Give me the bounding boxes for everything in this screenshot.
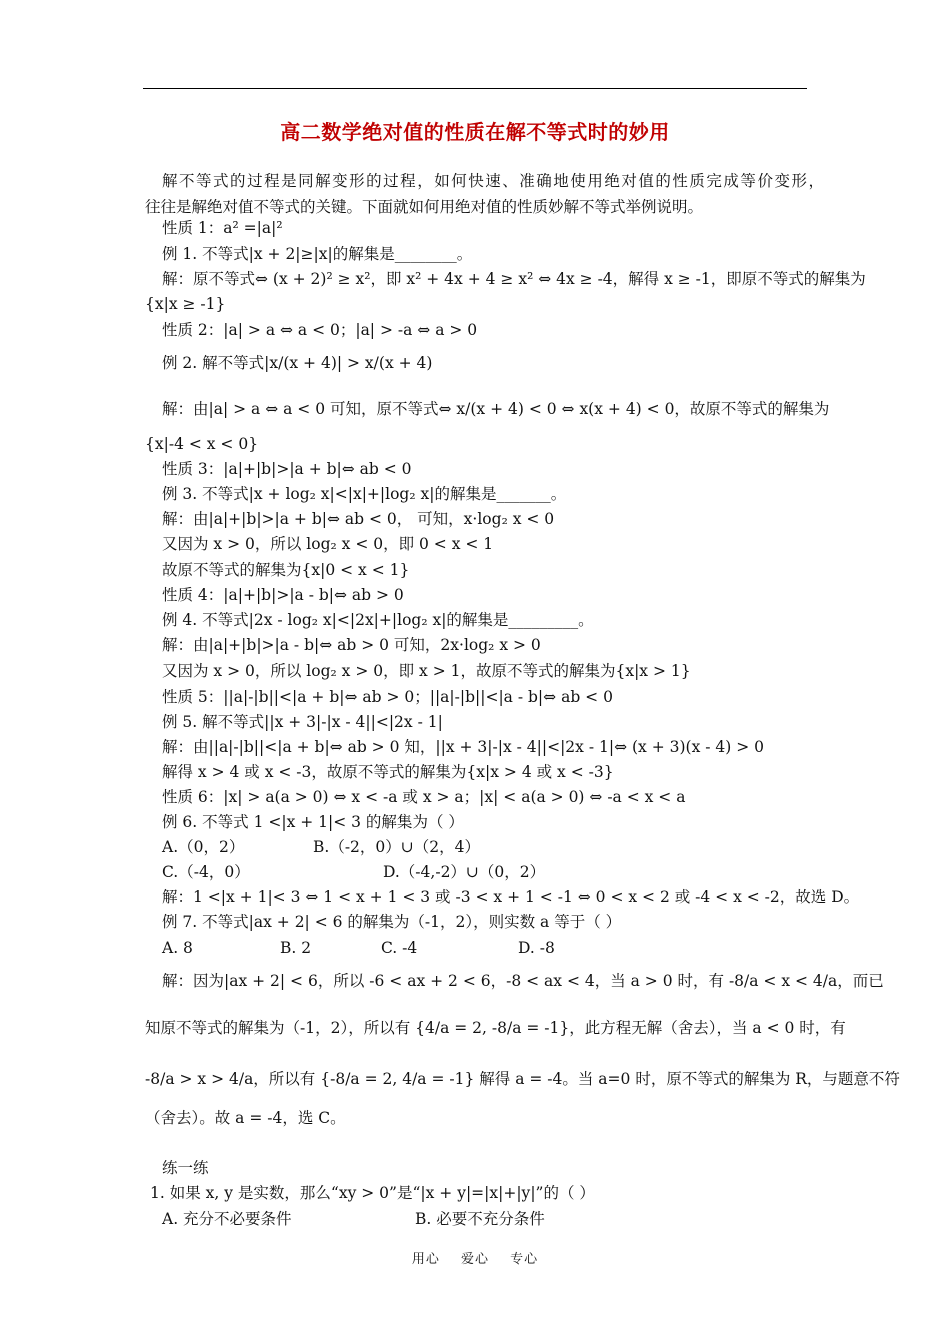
solution-7-line-3: -8/a > x > 4/a，所以有 {-8/a = 2, 4/a = -1} 解得 a = -4。当 a=0 时，原不等式的解集为 R，与题意不符	[145, 1070, 900, 1088]
solution-7-line-4: （舍去）。故 a = -4，选 C。	[145, 1109, 346, 1127]
property-4: 性质 4：|a|+|b|>|a - b|⇔ ab > 0	[162, 586, 404, 604]
solution-1: 解：原不等式⇔ (x + 2)² ≥ x²，即 x² + 4x + 4 ≥ x² ⇔ 4x ≥ -4，解得 x ≥ -1，即原不等式的解集为	[162, 270, 866, 288]
example-7-option-c: C. -4	[381, 939, 418, 957]
example-6: 例 6. 不等式 1 <|x + 1|< 3 的解集为（ ）	[162, 813, 464, 831]
solution-2-result: {x|-4 < x < 0}	[145, 435, 259, 453]
example-4: 例 4. 不等式|2x - log₂ x|<|2x|+|log₂ x|的解集是_________。	[162, 611, 594, 629]
solution-7-line-2: 知原不等式的解集为（-1，2），所以有 {4/a = 2, -8/a = -1}，此方程无解（舍去），当 a < 0 时，有	[145, 1019, 846, 1037]
solution-3: 解：由|a|+|b|>|a + b|⇔ ab < 0， 可知，x·log₂ x < 0	[162, 510, 555, 528]
example-5: 例 5. 解不等式||x + 3|-|x - 4||<|2x - 1|	[162, 713, 443, 731]
example-6-option-c: C.（-4，0）	[162, 863, 250, 881]
solution-3-step: 又因为 x > 0，所以 log₂ x < 0，即 0 < x < 1	[162, 535, 494, 553]
footer-word-2: 爱心	[460, 1252, 489, 1267]
example-7-option-d: D. -8	[518, 939, 555, 957]
header-rule	[143, 88, 807, 89]
footer-word-3: 专心	[510, 1252, 539, 1267]
property-3: 性质 3：|a|+|b|>|a + b|⇔ ab < 0	[162, 460, 412, 478]
example-7: 例 7. 不等式|ax + 2| < 6 的解集为（-1，2），则实数 a 等于（ ）	[162, 913, 622, 931]
example-3: 例 3. 不等式|x + log₂ x|<|x|+|log₂ x|的解集是_______。	[162, 485, 567, 503]
example-2: 例 2. 解不等式|x/(x + 4)| > x/(x + 4)	[162, 354, 433, 372]
practice-option-a: A. 充分不必要条件	[162, 1210, 292, 1228]
solution-4-result: 又因为 x > 0，所以 log₂ x > 0，即 x > 1，故原不等式的解集为{x|x > 1}	[162, 662, 691, 680]
page-footer	[0, 1248, 950, 1267]
example-6-option-b: B.（-2，0）∪（2，4）	[313, 838, 480, 856]
property-2: 性质 2：|a| > a ⇔ a < 0；|a| > -a ⇔ a > 0	[162, 321, 478, 339]
solution-3-result: 故原不等式的解集为{x|0 < x < 1}	[162, 561, 410, 579]
example-7-option-b: B. 2	[280, 939, 312, 957]
intro-line-2: 往往是解绝对值不等式的关键。下面就如何用绝对值的性质妙解不等式举例说明。	[145, 198, 704, 216]
solution-5: 解：由||a|-|b||<|a + b|⇔ ab > 0 知，||x + 3|-|x - 4||<|2x - 1|⇔ (x + 3)(x - 4) > 0	[162, 738, 765, 756]
example-7-option-a: A. 8	[162, 939, 193, 957]
solution-5-result: 解得 x > 4 或 x < -3，故原不等式的解集为{x|x > 4 或 x < -3}	[162, 763, 614, 781]
solution-4: 解：由|a|+|b|>|a - b|⇔ ab > 0 可知，2x·log₂ x > 0	[162, 636, 541, 654]
example-1: 例 1. 不等式|x + 2|≥|x|的解集是________。	[162, 245, 473, 263]
solution-6: 解：1 <|x + 1|< 3 ⇔ 1 < x + 1 < 3 或 -3 < x + 1 < -1 ⇔ 0 < x < 2 或 -4 < x < -2，故选 D。	[162, 888, 860, 906]
practice-question-1: 1. 如果 x, y 是实数，那么“xy > 0”是“|x + y|=|x|+|y|”的（ ）	[150, 1184, 595, 1202]
solution-7-line-1: 解：因为|ax + 2| < 6，所以 -6 < ax + 2 < 6，-8 < ax < 4，当 a > 0 时，有 -8/a < x < 4/a，而已	[162, 972, 884, 990]
intro-line-1: 解不等式的过程是同解变形的过程，如何快速、准确地使用绝对值的性质完成等价变形，	[162, 172, 824, 190]
solution-2: 解：由|a| > a ⇔ a < 0 可知，原不等式⇔ x/(x + 4) < 0 ⇔ x(x + 4) < 0，故原不等式的解集为	[162, 400, 830, 418]
property-1: 性质 1：a² =|a|²	[162, 219, 283, 237]
example-6-option-a: A.（0，2）	[162, 838, 245, 856]
property-6: 性质 6：|x| > a(a > 0) ⇔ x < -a 或 x > a；|x| < a(a > 0) ⇔ -a < x < a	[162, 788, 686, 806]
solution-1-result: {x|x ≥ -1}	[145, 295, 226, 313]
example-6-option-d: D.（-4,-2）∪（0，2）	[383, 863, 546, 881]
practice-heading: 练一练	[162, 1159, 209, 1177]
property-5: 性质 5：||a|-|b||<|a + b|⇔ ab > 0；||a|-|b||<|a - b|⇔ ab < 0	[162, 688, 613, 706]
page-title: 高二数学绝对值的性质在解不等式时的妙用	[280, 120, 670, 144]
footer-word-1: 用心	[411, 1252, 440, 1267]
practice-option-b: B. 必要不充分条件	[415, 1210, 545, 1228]
